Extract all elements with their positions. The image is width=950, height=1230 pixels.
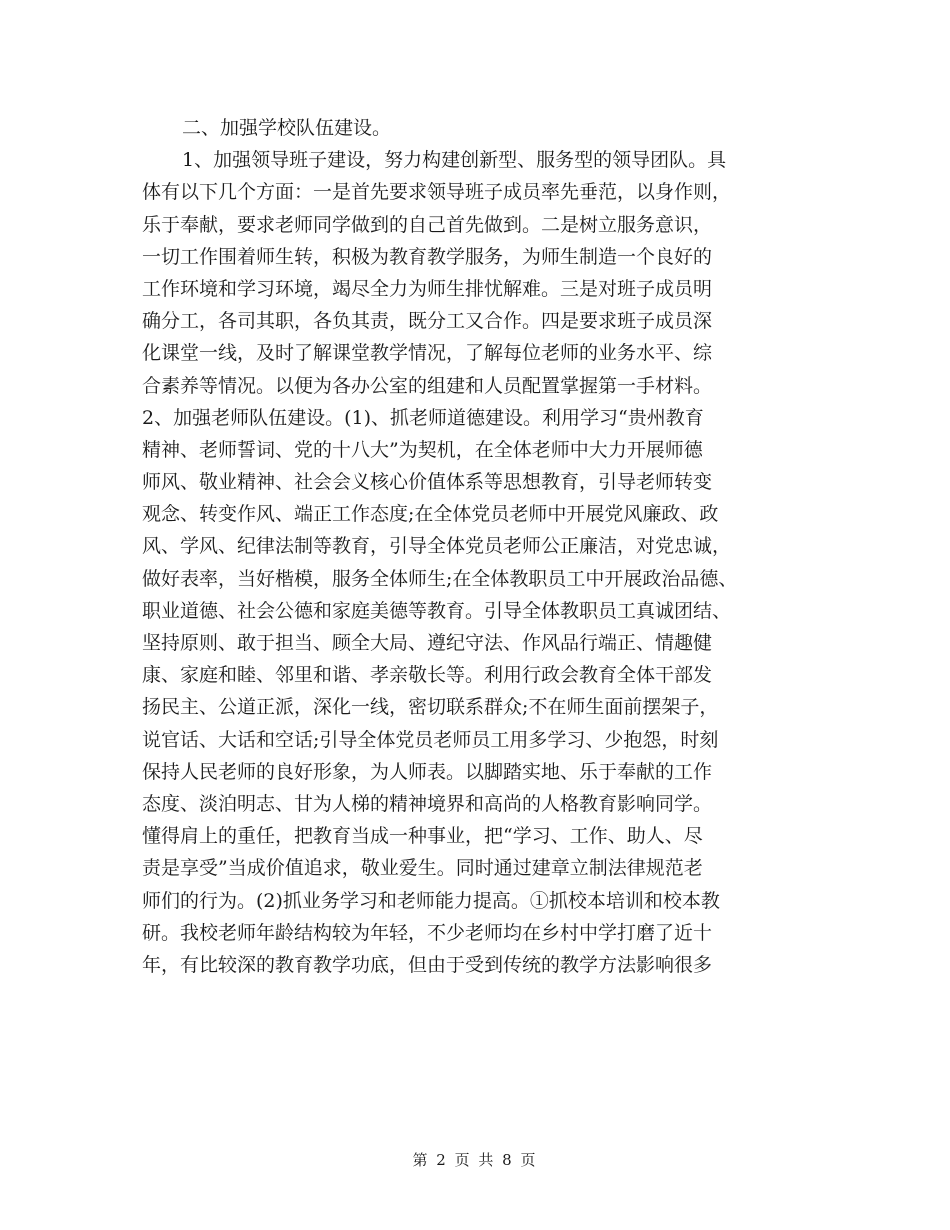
text-line: 体有以下几个方面：一是首先要求领导班子成员率先垂范，以身作则， [142,181,732,204]
text-line: 一切工作围着师生转，积极为教育教学服务，为师生制造一个良好的 [142,245,713,268]
text-line: 2、加强老师队伍建设。(1)、抓老师道德建设。利用学习“贵州教育 [142,406,704,429]
text-line: 扬民主、公道正派，深化一线，密切联系群众;不在师生面前摆架子， [142,696,719,719]
text-line: 乐于奉献，要求老师同学做到的自己首先做到。二是树立服务意识， [142,213,713,236]
text-line: 说官话、大话和空话;引导全体党员老师员工用多学习、少抱怨，时刻 [142,728,719,751]
text-line: 风、学风、纪律法制等教育，引导全体党员老师公正廉洁，对党忠诚， [142,535,732,558]
text-line: 师们的行为。(2)抓业务学习和老师能力提高。①抓校本培训和校本教 [142,889,720,912]
text-line: 保持人民老师的良好形象，为人师表。以脚踏实地、乐于奉献的工作 [142,760,713,783]
text-line: 观念、转变作风、端正工作态度;在全体党员老师中开展党风廉政、政 [142,503,719,526]
text-line: 精神、老师誓词、党的十八大”为契机，在全体老师中大力开展师德 [142,438,703,461]
text-line: 合素养等情况。以便为各办公室的组建和人员配置掌握第一手材料。 [142,374,713,397]
text-line: 确分工，各司其职，各负其责，既分工又合作。四是要求班子成员深 [142,310,713,333]
text-line: 1、加强领导班子建设，努力构建创新型、服务型的领导团队。具 [182,149,727,172]
text-line: 师风、敬业精神、社会会义核心价值体系等思想教育，引导老师转变 [142,471,713,494]
document-body [142,112,822,981]
text-line: 坚持原则、敢于担当、顾全大局、遵纪守法、作风品行端正、情趣健 [142,632,713,654]
text-line: 化课堂一线，及时了解课堂教学情况，了解每位老师的业务水平、综 [142,342,713,365]
text-line: 年，有比较深的教育教学功底，但由于受到传统的教学方法影响很多 [142,953,713,976]
text-line: 态度、淡泊明志、甘为人梯的精神境界和高尚的人格教育影响同学。 [142,792,713,815]
text-line: 做好表率，当好楷模，服务全体师生;在全体教职员工中开展政治品德、 [142,567,738,590]
text-line: 研。我校老师年龄结构较为年轻，不少老师均在乡村中学打磨了近十 [142,921,713,944]
text-line: 二、加强学校队伍建设。 [182,117,392,139]
text-line: 工作环境和学习环境，竭尽全力为师生排忧解难。三是对班子成员明 [142,277,713,300]
text-line: 康、家庭和睦、邻里和谐、孝亲敬长等。利用行政会教育全体干部发 [142,664,713,687]
text-line: 职业道德、社会公德和家庭美德等教育。引导全体教职员工真诚团结、 [142,599,732,622]
page-footer: 第 2 页 共 8 页 [412,1151,538,1169]
text-line: 责是享受”当成价值追求，敬业爱生。同时通过建章立制法律规范老 [142,857,703,880]
text-line: 懂得肩上的重任，把教育当成一种事业，把“学习、工作、助人、尽 [142,825,703,848]
